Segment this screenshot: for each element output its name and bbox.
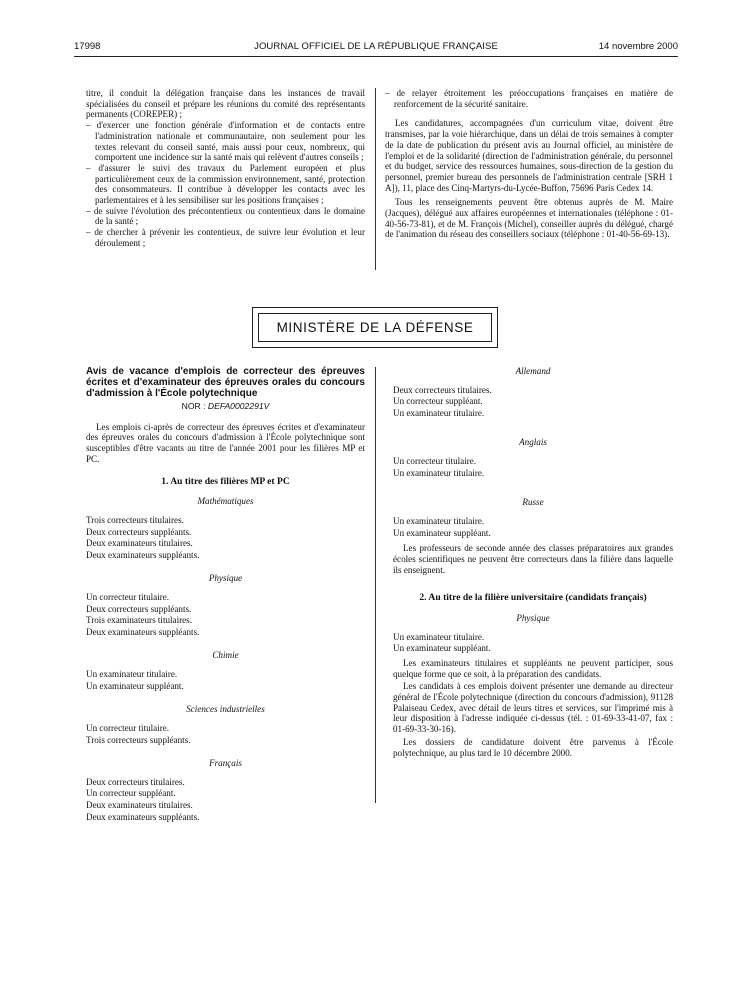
list-item: Un examinateur suppléant. [393,643,491,654]
list-item: Un correcteur suppléant. [86,788,176,799]
list-item: Deux examinateurs suppléants. [86,811,200,822]
issue-date: 14 novembre 2000 [598,41,678,52]
top-left-column [86,88,365,249]
paragraph: Les dossiers de candidature doivent être parvenus à l'École polytechnique, au plus tard le 10 décembre 2000. [393,736,673,758]
nor-label: NOR : [181,401,208,411]
subject-list [393,516,673,539]
list-item: Un examinateur titulaire. [393,407,485,418]
list-item: Un examinateur titulaire. [86,669,178,680]
bullet-item: – de relayer étroitement les préoccupations françaises en matière de renforcement de la sécurité sanitaire. [385,88,673,109]
paragraph: Les examinateurs titulaires et suppléants ne peuvent participer, sous quelque forme que ce soit, à la préparation des candidats. [393,657,673,679]
nor-reference [86,401,365,412]
page-number: 17998 [74,41,101,52]
list-item: Deux correcteurs suppléants. [86,603,192,614]
subject-list [393,385,673,420]
list-item: Deux correcteurs suppléants. [86,526,192,537]
list-item: Un examinateur titulaire. [393,516,485,527]
preparatory-note: Les professeurs de seconde année des classes préparatoires aux grandes écoles scientifiques ne peuvent être correcteurs dans la filière dans laquelle ils enseignent. [393,543,673,575]
notice-title: Avis de vacance d'emplois de correcteur des épreuves écrites et d'examinateur des épreuves orales du concours d'admission à l'École polytechnique [86,366,365,399]
subject-list [86,723,365,746]
column-divider [375,367,376,803]
subject-heading: Physique [208,573,243,584]
list-item: Un correcteur titulaire. [393,456,477,467]
list-item: Trois examinateurs titulaires. [86,615,192,626]
journal-title: JOURNAL OFFICIEL DE LA RÉPUBLIQUE FRANÇAISE [254,41,498,52]
list-item: Un examinateur suppléant. [393,527,491,538]
paragraph: Les candidatures, accompagnées d'un curriculum vitae, doivent être transmises, par la voie hiérarchique, dans un délai de trois semaines à compter de la date de publication du présent avis au Journal officiel, au ministère de l'emploi et de la solidarité (direction de l'administration générale, du personnel et du budget, service des ressources humaines, sous-direction de la gestion du personnel, premier bureau des personnels de l'administration centrale [SRH 1 A]), 11, place des Cinq-Martyrs-du-Lycée-Buffon, 75696 Paris Cedex 14. [385,118,673,193]
list-item: Deux examinateurs titulaires. [86,538,193,549]
header-rule [74,56,678,57]
subject-list [393,456,673,479]
list-item: Deux examinateurs suppléants. [86,549,200,560]
list-item: Deux correcteurs titulaires. [86,776,185,787]
list-item: Trois correcteurs suppléants. [86,734,191,745]
list-item: Trois correcteurs titulaires. [86,514,184,525]
list-item: Un correcteur suppléant. [393,396,483,407]
subject-heading: Français [209,758,242,769]
subject-heading: Sciences industrielles [186,704,265,715]
subject-heading: Anglais [519,437,547,448]
subject-heading: Russe [522,497,544,508]
subject-list [393,632,673,655]
bullet-item: – de suivre l'évolution des précontentieux ou contentieux dans le domaine de la santé ; [86,205,365,227]
bullet-item: – d'exercer une fonction générale d'information et de contacts entre l'administration nationale et communautaire, non seulement pour les textes relevant du conseil santé, mais aussi pour ceux, nombreux, qui comportent une incidence sur la santé mais qui relèvent d'autres conseils ; [86,120,365,163]
bullet-item: – d'assurer le suivi des travaux du Parlement européen et plus particulièrement ceux de la commission environnement, santé, protection des consommateurs. Il contribue à développer les contacts avec les parlementaires et à les sensibiliser sur les positions françaises ; [86,162,365,206]
bullet-item: – de chercher à prévenir les contentieux, de suivre leur évolution et leur déroulement ; [86,227,365,248]
nor-code: DEFA0002291V [207,401,270,411]
top-right-column [385,88,673,240]
list-item: Un examinateur titulaire. [393,631,485,642]
list-item: Un examinateur titulaire. [393,467,485,478]
subject-heading: Mathématiques [197,496,254,507]
list-item: Un correcteur titulaire. [86,592,170,602]
paragraph: Tous les renseignements peuvent être obtenus auprès de M. Maire (Jacques), délégué aux affaires européennes et internationales (téléphone : 01-40-56-73-81), et de M. François (Michel), conseiller auprès du délégué, chargé de l'animation du réseau des conseillers sociaux (téléphone : 01-40-56-69-13). [385,197,673,240]
subject-heading: Physique [516,613,550,624]
paragraph: titre, il conduit la délégation française dans les instances de travail spécialisées du conseil et prépare les réunions du comité des représentants permanents (COREPER) ; [86,88,365,120]
section-title: 1. Au titre des filières MP et PC [161,475,290,487]
subject-heading: Allemand [515,366,551,376]
notice-right-column [393,366,673,758]
list-item: Un examinateur suppléant. [86,680,184,691]
section-title: 2. Au titre de la filière universitaire (candidats français) [419,592,647,604]
list-item: Deux examinateurs titulaires. [86,800,193,811]
list-item: Un correcteur titulaire. [86,722,170,733]
subject-list [86,777,365,823]
notice-intro: Les emplois ci-après de correcteur des épreuves écrites et d'examinateur des épreuves orales du concours d'admission à l'École polytechnique sont susceptibles d'être vacants au titre de l'année 2001 pour les filières MP et PC. [86,421,365,464]
subject-list [86,669,365,692]
subject-list [86,515,365,561]
list-item: Deux examinateurs suppléants. [86,626,200,637]
subject-list [86,592,365,638]
notice-left-column [86,366,365,823]
list-item: Deux correcteurs titulaires. [393,384,492,395]
ministry-heading: MINISTÈRE DE LA DÉFENSE [258,313,492,342]
page-header [74,41,678,55]
column-divider [375,88,376,270]
paragraph: Les candidats à ces emplois doivent présenter une demande au directeur général de l'École polytechnique (direction du concours d'admission), 91128 Palaiseau Cedex, avec détail de leurs titres et services, sur l'imprimé mis à leur disposition à l'adresse indiquée ci-dessus (tél. : 01-69-33-41-07, fax : 01-69-33-30-16). [393,681,673,735]
subject-heading: Chimie [212,650,239,661]
